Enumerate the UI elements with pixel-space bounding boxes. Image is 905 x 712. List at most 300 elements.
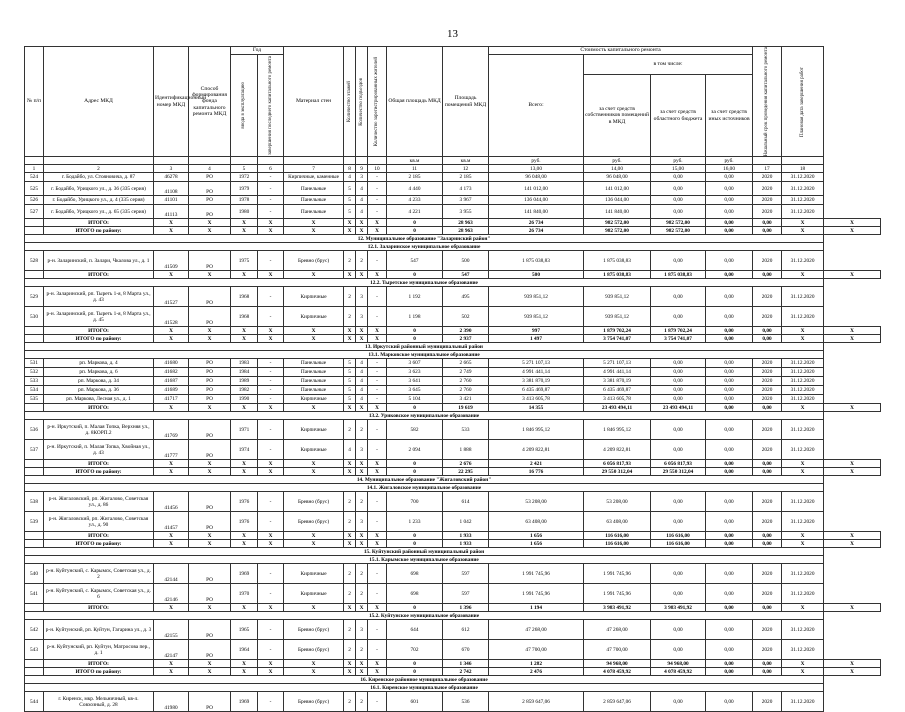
x-mark: X xyxy=(356,219,368,227)
wall-material: Панельные xyxy=(284,368,344,377)
total-label: ИТОГО по району: xyxy=(44,668,154,676)
residents: - xyxy=(368,386,387,395)
x-mark: X xyxy=(824,668,881,676)
year-built: 1969 xyxy=(231,692,258,712)
header-total-area: Общая площадь МКД xyxy=(387,47,443,157)
cost-total: 2 859 647,06 xyxy=(489,692,584,712)
start-year: 2020 xyxy=(753,251,782,271)
entrances: 3 xyxy=(356,307,368,327)
cost-owners: 1 875 038,83 xyxy=(584,251,651,271)
section-title: 13.2. Уриковское муниципальное образование xyxy=(25,412,824,420)
cost-other: 0,00 xyxy=(706,205,753,219)
section-title: 15.1. Карымское муниципальное образование xyxy=(25,556,824,564)
cost-owners: 1 879 702,24 xyxy=(651,327,706,335)
header-cost-group: Стоимость капитального ремонта xyxy=(489,47,753,55)
wall-material: Кирпичные xyxy=(284,307,344,327)
address: р-н. Иркутский, п. Малая Топка, Верхняя ул., д. 8КОРП.2 xyxy=(44,420,154,440)
x-mark: X xyxy=(824,335,881,343)
premises-area: 597 xyxy=(443,584,489,604)
cost-other: 0,00 xyxy=(706,287,753,307)
cost-other: 0,00 xyxy=(706,359,753,368)
cost-total: 136 044,00 xyxy=(489,196,584,205)
id-number: 41528 xyxy=(154,307,189,327)
cost-owners: 96 048,00 xyxy=(584,173,651,182)
total-area: 547 xyxy=(443,271,489,279)
unit-rub: руб. xyxy=(584,157,651,165)
table-row xyxy=(25,287,881,307)
empty-cell xyxy=(25,219,44,227)
cost-owners: 47 268,00 xyxy=(584,620,651,640)
fund-method: РО xyxy=(189,692,231,712)
year-built: 1971 xyxy=(231,420,258,440)
x-mark: X xyxy=(154,404,189,412)
total-row xyxy=(25,327,881,335)
x-mark: X xyxy=(284,335,344,343)
x-mark: X xyxy=(189,404,231,412)
x-mark: X xyxy=(189,540,231,548)
x-mark: X xyxy=(824,219,881,227)
floors: 5 xyxy=(344,395,356,404)
plan-date: 31.12.2020 xyxy=(782,368,824,377)
x-mark: X xyxy=(344,604,356,612)
section-row xyxy=(25,243,881,251)
empty-cell xyxy=(25,335,44,343)
wall-material: Панельные xyxy=(284,359,344,368)
cost-total: 141 012,00 xyxy=(489,182,584,196)
cost-total: 96 048,00 xyxy=(489,173,584,182)
address: р-н. Иркутский, п. Малая Топка, Хвойная ул., д. 43 xyxy=(44,440,154,460)
id-number: 41682 xyxy=(154,368,189,377)
x-mark: X xyxy=(154,660,189,668)
cost-owners: 6 056 817,93 xyxy=(651,460,706,468)
address: г. Бодайбо, Урицкого ул., д. 65 (335 серия) xyxy=(44,205,154,219)
start-year: 2020 xyxy=(753,368,782,377)
row-number: 539 xyxy=(25,512,44,532)
x-mark: X xyxy=(782,227,824,235)
entrances: 4 xyxy=(356,395,368,404)
address: рп. Маркова, Лесная ул., д. 1 xyxy=(44,395,154,404)
entrances: 2 xyxy=(356,420,368,440)
table-row xyxy=(25,182,881,196)
column-number: 4 xyxy=(189,165,231,173)
plan-date: 31.12.2020 xyxy=(782,307,824,327)
cost-other: 0,00 xyxy=(706,307,753,327)
section-title: 15.2. Куйтунское муниципальное образование xyxy=(25,612,824,620)
cost-owners: 53 208,00 xyxy=(584,492,651,512)
wall-material: Кирпичные xyxy=(284,584,344,604)
column-number: 15,00 xyxy=(651,165,706,173)
row-number: 524 xyxy=(25,173,44,182)
id-number: 46278 xyxy=(154,173,189,182)
table-row xyxy=(25,564,881,584)
plan-date: 31.12.2020 xyxy=(782,492,824,512)
section-row xyxy=(25,484,881,492)
total-area: 601 xyxy=(387,692,443,712)
x-mark: X xyxy=(368,540,387,548)
residents: - xyxy=(368,584,387,604)
entrances: 4 xyxy=(356,205,368,219)
cost-total: 116 616,00 xyxy=(584,532,651,540)
header-regional: за счет средств областного бюджета xyxy=(651,74,706,156)
cost-total: 6 435 469,87 xyxy=(489,386,584,395)
total-area: 3 623 xyxy=(387,368,443,377)
empty-cell xyxy=(25,532,44,540)
table-row xyxy=(25,420,881,440)
x-mark: X xyxy=(258,660,284,668)
address: р-н. Куйтунский, рп. Куйтун, Гагарина ул., д. 3 xyxy=(44,620,154,640)
x-mark: X xyxy=(782,404,824,412)
section-row xyxy=(25,351,881,359)
x-mark: X xyxy=(368,468,387,476)
premises-area: 502 xyxy=(443,307,489,327)
residents: - xyxy=(368,307,387,327)
cost-regional: 0,00 xyxy=(651,692,706,712)
header-year-group: Год xyxy=(231,47,284,55)
table-row xyxy=(25,196,881,205)
empty-cell xyxy=(25,327,44,335)
cost-total: 4 078 459,92 xyxy=(584,668,651,676)
total-residents: 0 xyxy=(387,227,443,235)
x-mark: X xyxy=(356,468,368,476)
x-mark: X xyxy=(344,668,356,676)
fund-method: РО xyxy=(189,386,231,395)
x-mark: X xyxy=(189,604,231,612)
wall-material: Панельные xyxy=(284,182,344,196)
floors: 4 xyxy=(344,173,356,182)
premises-area: 26 734 xyxy=(489,219,584,227)
cost-regional: 0,00 xyxy=(706,271,753,279)
residents: - xyxy=(368,492,387,512)
entrances: 3 xyxy=(356,512,368,532)
id-number: 41777 xyxy=(154,440,189,460)
x-mark: X xyxy=(284,604,344,612)
floors: 2 xyxy=(344,512,356,532)
column-number: 1 xyxy=(25,165,44,173)
premises-area: 536 xyxy=(443,692,489,712)
unit-rub: руб. xyxy=(706,157,753,165)
section-row xyxy=(25,412,881,420)
year-built: 1965 xyxy=(231,620,258,640)
cost-regional: 0,00 xyxy=(706,604,753,612)
x-mark: X xyxy=(824,532,881,540)
x-mark: X xyxy=(231,460,258,468)
plan-date: 31.12.2020 xyxy=(782,395,824,404)
start-year: 2020 xyxy=(753,205,782,219)
total-area: 1 198 xyxy=(387,307,443,327)
cost-total: 53 208,00 xyxy=(489,492,584,512)
cost-total: 63 408,00 xyxy=(489,512,584,532)
total-residents: 0 xyxy=(387,660,443,668)
total-area: 28 963 xyxy=(443,219,489,227)
x-mark: X xyxy=(344,271,356,279)
year-built: 1979 xyxy=(231,182,258,196)
cost-other: 0,00 xyxy=(706,251,753,271)
cost-other: 0,00 xyxy=(706,368,753,377)
x-mark: X xyxy=(258,532,284,540)
empty-cell xyxy=(25,668,44,676)
cost-regional: 0,00 xyxy=(706,668,753,676)
id-number: 42155 xyxy=(154,620,189,640)
premises-area: 3 955 xyxy=(443,205,489,219)
cost-regional: 0,00 xyxy=(706,404,753,412)
total-row xyxy=(25,532,881,540)
year-last-repair: - xyxy=(258,420,284,440)
x-mark: X xyxy=(258,271,284,279)
x-mark: X xyxy=(824,404,881,412)
cost-total: 939 851,12 xyxy=(489,287,584,307)
x-mark: X xyxy=(368,668,387,676)
residents: - xyxy=(368,640,387,660)
start-year: 2020 xyxy=(753,173,782,182)
start-year: 2020 xyxy=(753,386,782,395)
x-mark: X xyxy=(258,219,284,227)
fund-method: РО xyxy=(189,196,231,205)
total-row xyxy=(25,540,881,548)
cost-other: 0,00 xyxy=(706,640,753,660)
cost-total: 982 572,00 xyxy=(584,219,651,227)
x-mark: X xyxy=(356,660,368,668)
x-mark: X xyxy=(824,460,881,468)
x-mark: X xyxy=(782,468,824,476)
total-label: ИТОГО: xyxy=(44,604,154,612)
floors: 5 xyxy=(344,359,356,368)
year-built: 1984 xyxy=(231,368,258,377)
fund-method: РО xyxy=(189,182,231,196)
x-mark: X xyxy=(189,219,231,227)
address: г. Бодайбо, Урицкого ул., д. 36 (335 серия) xyxy=(44,182,154,196)
start-year: 2020 xyxy=(753,692,782,712)
year-last-repair: - xyxy=(258,492,284,512)
cost-total: 47 700,00 xyxy=(489,640,584,660)
total-row xyxy=(25,604,881,612)
total-area: 1 933 xyxy=(443,540,489,548)
cost-regional: 0,00 xyxy=(706,532,753,540)
x-mark: X xyxy=(154,219,189,227)
table-row xyxy=(25,307,881,327)
plan-date: 31.12.2020 xyxy=(782,205,824,219)
id-number: 41101 xyxy=(154,196,189,205)
entrances: 2 xyxy=(356,492,368,512)
address: р-н. Куйтунский, рп. Куйтун, Матросова пер., д. 1 xyxy=(44,640,154,660)
x-mark: X xyxy=(284,460,344,468)
id-number: 41687 xyxy=(154,377,189,386)
row-number: 538 xyxy=(25,492,44,512)
cost-other: 0,00 xyxy=(753,327,782,335)
cost-regional: 0,00 xyxy=(651,205,706,219)
premises-area: 4 173 xyxy=(443,182,489,196)
cost-total: 3 754 741,07 xyxy=(584,335,651,343)
x-mark: X xyxy=(258,404,284,412)
total-label: ИТОГО: xyxy=(44,532,154,540)
cost-total: 982 572,00 xyxy=(584,227,651,235)
start-year: 2020 xyxy=(753,395,782,404)
cost-other: 0,00 xyxy=(706,395,753,404)
address: рп. Маркова, д. 36 xyxy=(44,386,154,395)
entrances: 3 xyxy=(356,287,368,307)
x-mark: X xyxy=(258,327,284,335)
total-residents: 0 xyxy=(387,668,443,676)
cost-owners: 116 616,00 xyxy=(651,532,706,540)
cost-other: 0,00 xyxy=(706,182,753,196)
id-number: 41689 xyxy=(154,386,189,395)
column-number: 3 xyxy=(154,165,189,173)
fund-method: РО xyxy=(189,359,231,368)
x-mark: X xyxy=(258,668,284,676)
cost-owners: 982 572,00 xyxy=(651,227,706,235)
header-other: за счет средств иных источников xyxy=(706,74,753,156)
x-mark: X xyxy=(824,660,881,668)
section-title: 13.1. Марковское муниципальное образование xyxy=(25,351,824,359)
premises-area: 2 665 xyxy=(443,359,489,368)
total-residents: 0 xyxy=(387,327,443,335)
x-mark: X xyxy=(782,271,824,279)
cost-owners: 3 754 741,07 xyxy=(651,335,706,343)
year-built: 1989 xyxy=(231,377,258,386)
premises-area: 612 xyxy=(443,620,489,640)
entrances: 2 xyxy=(356,251,368,271)
premises-area: 614 xyxy=(443,492,489,512)
year-built: 1982 xyxy=(231,386,258,395)
residents: - xyxy=(368,512,387,532)
cost-owners: 63 408,00 xyxy=(584,512,651,532)
residents: - xyxy=(368,287,387,307)
total-label: ИТОГО: xyxy=(44,271,154,279)
year-built: 1990 xyxy=(231,395,258,404)
x-mark: X xyxy=(231,540,258,548)
start-year: 2020 xyxy=(753,196,782,205)
x-mark: X xyxy=(284,660,344,668)
row-number: 535 xyxy=(25,395,44,404)
year-built: 1983 xyxy=(231,359,258,368)
cost-other: 0,00 xyxy=(753,660,782,668)
premises-area: 2 760 xyxy=(443,377,489,386)
total-area: 698 xyxy=(387,584,443,604)
section-title: 13. Иркутский районный муниципальный район xyxy=(25,343,824,351)
total-area: 4 221 xyxy=(387,205,443,219)
start-year: 2020 xyxy=(753,287,782,307)
x-mark: X xyxy=(782,327,824,335)
cost-total: 3 983 491,92 xyxy=(584,604,651,612)
cost-other: 0,00 xyxy=(706,564,753,584)
cost-owners: 4 209 822,81 xyxy=(584,440,651,460)
cost-regional: 0,00 xyxy=(651,251,706,271)
total-area: 22 295 xyxy=(443,468,489,476)
premises-area: 500 xyxy=(443,251,489,271)
start-year: 2020 xyxy=(753,492,782,512)
x-mark: X xyxy=(824,468,881,476)
plan-date: 31.12.2020 xyxy=(782,584,824,604)
address: рп. Маркова, д. 6 xyxy=(44,368,154,377)
column-number: 10 xyxy=(368,165,387,173)
cost-regional: 0,00 xyxy=(651,196,706,205)
x-mark: X xyxy=(154,532,189,540)
floors: 2 xyxy=(344,564,356,584)
wall-material: Бревно (брус) xyxy=(284,692,344,712)
section-row xyxy=(25,476,881,484)
floors: 5 xyxy=(344,196,356,205)
floors: 2 xyxy=(344,692,356,712)
row-number: 526 xyxy=(25,196,44,205)
x-mark: X xyxy=(284,404,344,412)
x-mark: X xyxy=(782,532,824,540)
cost-regional: 0,00 xyxy=(706,335,753,343)
cost-total: 1 991 745,96 xyxy=(489,564,584,584)
wall-material: Бревно (брус) xyxy=(284,251,344,271)
x-mark: X xyxy=(356,327,368,335)
header-id-number: Идентификационный номер МКД xyxy=(154,47,189,157)
plan-date: 31.12.2020 xyxy=(782,420,824,440)
total-area: 2 094 xyxy=(387,440,443,460)
header-incl: в том числе: xyxy=(584,55,753,75)
year-last-repair: - xyxy=(258,386,284,395)
cost-total: 3 413 605,78 xyxy=(489,395,584,404)
cost-total: 1 879 702,24 xyxy=(584,327,651,335)
table-row xyxy=(25,512,881,532)
section-title: 14. Муниципальное образование "Жигаловский район" xyxy=(25,476,824,484)
total-area: 3 607 xyxy=(387,359,443,368)
cost-regional: 0,00 xyxy=(651,584,706,604)
header-walls: Материал стен xyxy=(284,47,344,157)
total-label: ИТОГО: xyxy=(44,660,154,668)
total-area: 1 396 xyxy=(443,604,489,612)
header-start-term: Начальный срок проведения капитального ремонта xyxy=(753,47,782,157)
cost-regional: 0,00 xyxy=(651,420,706,440)
wall-material: Панельные xyxy=(284,205,344,219)
row-number: 542 xyxy=(25,620,44,640)
x-mark: X xyxy=(284,468,344,476)
x-mark: X xyxy=(284,532,344,540)
total-area: 644 xyxy=(387,620,443,640)
premises-area: 1 888 xyxy=(443,440,489,460)
year-built: 1969 xyxy=(231,564,258,584)
column-number: 12 xyxy=(443,165,489,173)
cost-other: 0,00 xyxy=(706,377,753,386)
address: р-н. Заларинский, п. Залари, Чкалова ул., д. 1 xyxy=(44,251,154,271)
total-row xyxy=(25,668,881,676)
premises-area: 3 421 xyxy=(443,395,489,404)
cost-other: 0,00 xyxy=(753,271,782,279)
entrances: 4 xyxy=(356,377,368,386)
x-mark: X xyxy=(189,668,231,676)
entrances: 2 xyxy=(356,640,368,660)
x-mark: X xyxy=(154,327,189,335)
fund-method: РО xyxy=(189,564,231,584)
cost-regional: 0,00 xyxy=(706,660,753,668)
year-built: 1972 xyxy=(231,173,258,182)
total-residents: 0 xyxy=(387,404,443,412)
entrances: 4 xyxy=(356,386,368,395)
address: р-н. Жигаловский, рп. Жигалово, Советская ул., д. 90 xyxy=(44,512,154,532)
table-row xyxy=(25,377,881,386)
cost-other: 0,00 xyxy=(706,692,753,712)
year-last-repair: - xyxy=(258,564,284,584)
cost-total: 47 268,00 xyxy=(489,620,584,640)
table-row xyxy=(25,640,881,660)
fund-method: РО xyxy=(189,395,231,404)
x-mark: X xyxy=(189,327,231,335)
table-row xyxy=(25,251,881,271)
start-year: 2020 xyxy=(753,182,782,196)
cost-owners: 141 012,00 xyxy=(584,182,651,196)
residents: - xyxy=(368,182,387,196)
total-residents: 0 xyxy=(387,460,443,468)
address: г. Бодайбо, ул. Стояновича, д. 87 xyxy=(44,173,154,182)
column-number: 2 xyxy=(44,165,154,173)
section-row xyxy=(25,279,881,287)
entrances: 4 xyxy=(356,182,368,196)
x-mark: X xyxy=(782,335,824,343)
year-last-repair: - xyxy=(258,512,284,532)
